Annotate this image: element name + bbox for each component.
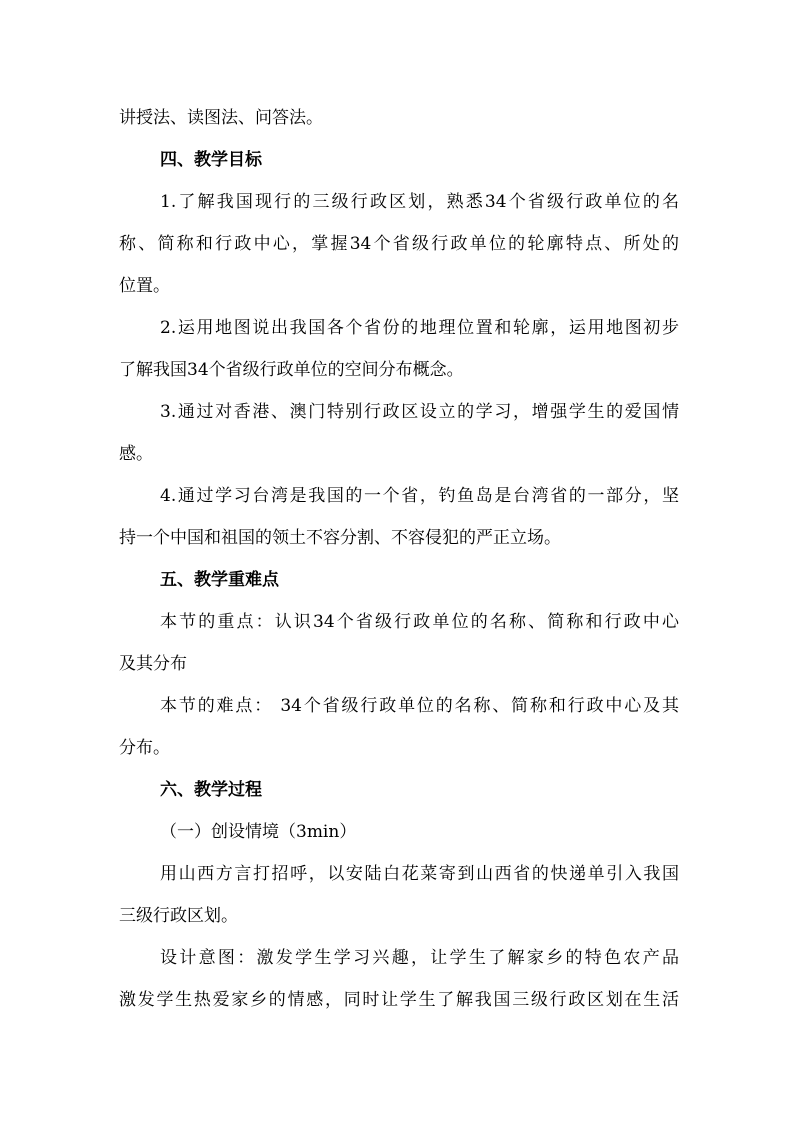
design-intent-line-2: 激发学生热爱家乡的情感，同时让学生了解我国三级行政区划在生活 <box>119 990 679 1010</box>
objective-2-line-1: 2.运用地图说出我国各个省份的地理位置和轮廓，运用地图初步 <box>160 318 679 338</box>
design-intent-line-1: 设计意图：激发学生学习兴趣，让学生了解家乡的特色农产品 <box>160 948 679 968</box>
section-heading-teaching-process: 六、教学过程 <box>160 780 262 800</box>
difficult-point-line-1: 本节的难点： 34个省级行政单位的名称、简称和行政中心及其 <box>160 696 679 716</box>
teaching-methods-line: 讲授法、读图法、问答法。 <box>119 108 323 128</box>
objective-3-line-1: 3.通过对香港、澳门特别行政区设立的学习，增强学生的爱国情 <box>160 402 679 422</box>
objective-1-line-2: 称、简称和行政中心，掌握34个省级行政单位的轮廓特点、所处的 <box>119 234 679 254</box>
situation-line-1: 用山西方言打招呼，以安陆白花菜寄到山西省的快递单引入我国 <box>160 864 679 884</box>
objective-1-line-3: 位置。 <box>119 276 170 296</box>
section-heading-teaching-objectives: 四、教学目标 <box>160 150 262 170</box>
objective-4-line-1: 4.通过学习台湾是我国的一个省，钓鱼岛是台湾省的一部分，坚 <box>160 486 679 506</box>
objective-3-line-2: 感。 <box>119 444 153 464</box>
subsection-create-situation: （一）创设情境（3min） <box>160 822 357 842</box>
situation-line-2: 三级行政区划。 <box>119 906 238 926</box>
key-point-line-1: 本节的重点：认识34个省级行政单位的名称、简称和行政中心 <box>160 612 679 632</box>
difficult-point-line-2: 分布。 <box>119 738 170 758</box>
key-point-line-2: 及其分布 <box>119 654 187 674</box>
objective-4-line-2: 持一个中国和祖国的领土不容分割、不容侵犯的严正立场。 <box>119 528 561 548</box>
objective-1-line-1: 1.了解我国现行的三级行政区划，熟悉34个省级行政单位的名 <box>160 192 679 212</box>
objective-2-line-2: 了解我国34个省级行政单位的空间分布概念。 <box>119 360 464 380</box>
section-heading-key-difficult-points: 五、教学重难点 <box>160 570 279 590</box>
